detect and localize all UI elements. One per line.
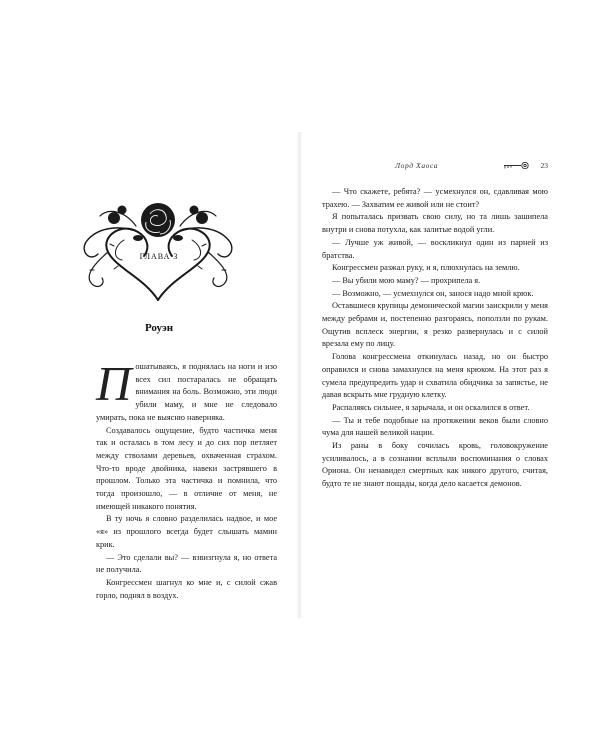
paragraph: Оставшиеся крупицы демонической магии заискрили у меня между ребрами и, постепенно разгораясь, поползли по рукам. Ощутив всплеск энергии, я резко развернулась и с силой врезала ему по лицу.	[322, 301, 548, 349]
paragraph: — Что скажете, ребята? — усмехнулся он, сдавливая мою трахею. — Захватим ее живой или не стоит?	[322, 187, 548, 209]
book-gutter	[297, 132, 303, 618]
paragraph: Я попыталась призвать свою силу, но та лишь зашипела внутри и снова потухла, как залитые водой угли.	[322, 212, 548, 235]
chapter-label: ГЛАВА 3	[139, 252, 179, 261]
paragraph-text: ошатываясь, я поднялась на ноги и изо всех сил постаралась не обращать внимания на боль. Возможно, эти люди убили маму, и мне не следовало умирать, пока не выясню наверняка.	[96, 362, 277, 422]
paragraph: — Вы убили мою маму? — прохрипела я.	[332, 275, 481, 285]
running-header	[322, 161, 548, 173]
chapter-name: Роуэн	[144, 322, 174, 334]
page-number: 23	[540, 161, 548, 170]
paragraph: — Лучше уж живой, — воскликнул один из парней из братства.	[322, 237, 548, 260]
paragraph: — Ты и тебе подобные на протяжении веков были словно чума для нашей великой нации.	[322, 415, 548, 438]
rose-thorn-ornament	[78, 180, 238, 304]
paragraph: — Возможно, — усмехнулся он, занося надо мной крюк.	[332, 288, 534, 298]
drop-cap: П	[96, 356, 132, 411]
left-page-text	[96, 356, 277, 602]
paragraph: Создавалось ощущение, будто частичка меня так и осталась в том лесу и до сих пор петляет между стволами деревьев, охваченная страхом. Что-то вроде двойника, навеки застрявшего в прошлом. Только эта частичка и помнила, что тогда произошло, — в отличие от меня, не имеющей никакого понятия.	[96, 425, 277, 511]
book-title: Лорд Хаоса	[395, 161, 439, 170]
paragraph: В ту ночь я словно разделилась надвое, и мое «я» из прошлого всегда будет слышать мамин крик.	[96, 514, 277, 549]
paragraph: Распаляясь сильнее, я зарычала, и он оскалился в ответ.	[332, 402, 530, 412]
paragraph: Из раны в боку сочилась кровь, головокружение усиливалось, а в сознании всплыли воспоминания о словах Ориона. Он ненавидел смертных как никого другого, считая, будто те не знают пощады, когда дело касается демонов.	[322, 441, 548, 489]
paragraph: Конгрессмен шагнул ко мне и, с силой сжав горло, поднял в воздух.	[96, 577, 277, 600]
right-page-text	[322, 186, 548, 491]
paragraph	[96, 356, 277, 425]
paragraph: Голова конгрессмена откинулась назад, но он быстро оправился и снова замахнулся на меня крюком. На этот раз я сумела предупредить удар и схватила обидчика за запястье, не давая вскрыть мне грудную клетку.	[322, 352, 548, 400]
key-icon	[502, 161, 530, 170]
paragraph: Конгрессмен разжал руку, и я, плюхнулась на землю.	[332, 263, 520, 273]
paragraph: — Это сделали вы? — взвизгнула я, но ответа не получила.	[96, 552, 277, 575]
